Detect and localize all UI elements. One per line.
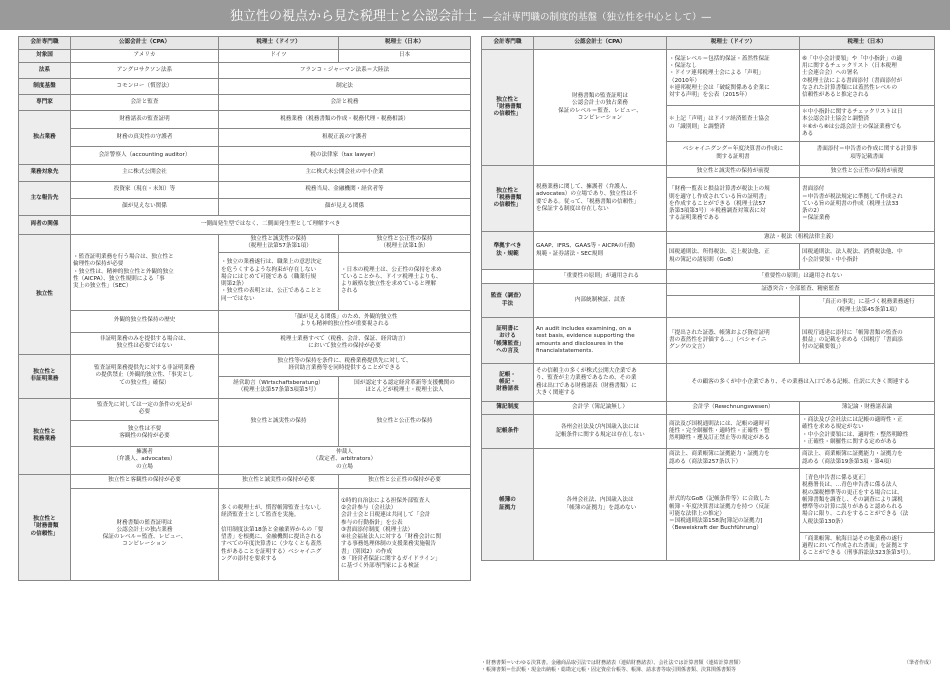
cell: ⑥「中小会計要領」や「中小指針」の適 用に関するチェックリスト（日本税理 士会連合会）への署名 ⑦税理士法による書面添付（書面添付が なされた計算書類には蓋然性レベルの 信頼性があると推定される <box>800 50 935 106</box>
cell: 日本 <box>339 50 471 63</box>
cell: 経営助言（Wirtschaftsberatung） （税理士法第57条第3項第3号） <box>219 376 339 398</box>
header-tax-accountant-japan: 税理士（日本） <box>800 37 935 50</box>
footnote-books: ・帳簿書類＝仕訳帳・現金出納帳・総勘定元帳・固定資産台帳等、帳簿、請求書等取引関係書類、決算関係書類等 <box>481 666 737 673</box>
row-label-report-recipient: 主な報告先 <box>19 182 71 216</box>
cell: 財務の真実性の守護者 <box>71 129 219 147</box>
cell: 仲裁人 （裁定者、arbitrators） の立場 <box>219 446 471 474</box>
cell: 「重要性の原則」が適用される <box>534 270 667 284</box>
cell: 財務書類の監査証明は 公認会計士の独占業務 保証のレベル＝監査、レビュー、 コンピレーション <box>534 50 667 166</box>
footnote-financial-documents: ・財務書類＝いわゆる決算書。金融商品取引法では財務諸表（連結財務諸表）、会社法では計算書類（連結計算書類） <box>481 660 744 666</box>
cell: 形式的なGoB（記帳条件等）に合致した 帳簿・年度決算書は証拠力を持つ（反証 可能な法律上の推定） ＝国税通則法第158条[簿記の証拠力] （Beweiskraft der Buchführung） <box>667 469 800 561</box>
cell: 「重要性の原則」は適用されない <box>667 270 935 284</box>
row-label-financial-doc-reliability: 独立性と 「財務書類 の信頼性」 <box>19 474 71 580</box>
cell: 顔が見える関係 <box>219 199 471 216</box>
cell: 憲法・税法（租税法律主義） <box>667 232 935 244</box>
cell: 会計と税務 <box>219 95 471 111</box>
row-label-country: 対象国 <box>19 50 71 63</box>
cell: ドイツ <box>219 50 339 63</box>
cell: 国税通則法、法人税法、消費税法他、中 小会計要領・中小指針 <box>800 244 935 270</box>
footnotes <box>481 660 934 674</box>
row-label-evidentiary-power: 帳簿の 証拠力 <box>482 449 534 561</box>
left-comparison-table <box>18 36 470 581</box>
cell: フランコ・ジャーマン法系＝大陸法 <box>219 63 471 79</box>
cell <box>667 296 800 318</box>
cell: 主に株式公開会社 <box>71 165 219 182</box>
cell: 会計警察人（accounting auditor） <box>71 147 219 165</box>
cell: アメリカ <box>71 50 219 63</box>
cell: 外観的独立性保持の歴史 <box>71 310 219 332</box>
cell: 財務書類の監査証明は 公認会計士の独占業務 保証のレベル＝監査、レビュー、 コンピレーション <box>71 488 219 580</box>
cell: 監査先に対しては一定の条件の充足が 必要 <box>71 398 219 420</box>
cell: 擁護者 （弁護人、advocates） の立場 <box>71 446 219 474</box>
row-label-specialist: 専門家 <box>19 95 71 111</box>
row-label-tax-services: 独立性と 税務業務 <box>19 398 71 474</box>
cell: 独立性と誠実性の保持が前提 <box>667 166 800 178</box>
title-banner <box>0 0 950 30</box>
row-label-financial-doc-reliability: 独立性と 「財務書類 の信頼性」 <box>482 50 534 166</box>
row-label-bookkeeping-system: 簿記制度 <box>482 402 534 415</box>
cell: 税理士業務すべて（税務、会計、保証、経営助言） において独立性の保持が必要 <box>219 332 471 354</box>
cell: ＊上記「声明」はドイツ経済監査士協会 の「識別則」と調整済 <box>667 106 800 142</box>
cell: ＊中小指針に関するチェックリストは日 本公認会計士協会と調整済 ＊⑥から⑧は公認会計士の保証業務でも ある <box>800 106 935 142</box>
cell: 一側面発生型ではなく、二側面発生型として理解すべき <box>71 216 471 235</box>
cell: コモンロー（慣習法） <box>71 79 219 95</box>
header-profession: 会計専門職 <box>19 37 71 50</box>
cell: 書面添付 ＝申告書が税法規定に準拠して作成され ている旨の証明書の作成（税理士法33 条の2） ＝保証業務 <box>800 178 935 232</box>
cell: 税務業務に関して、擁護者（弁護人、 advocates）の立場であり、独立性は不 要である。従って、「税務書類の信頼性」 を保証する制度は存在しない <box>534 166 667 232</box>
row-label-tax-doc-reliability: 独立性と 「税務書類 の信頼性」 <box>482 166 534 232</box>
cell: 独立性と誠実性の保持 <box>219 398 339 446</box>
cell: 投資家（現在・未知）等 <box>71 182 219 199</box>
cell: 会計と監査 <box>71 95 219 111</box>
cell: 各州会社法及び内国歳入法には 記帳条件に関する規定は存在しない <box>534 415 667 449</box>
cell: 租税正義の守護者 <box>219 129 471 147</box>
cell: 「顔が見える関係」のため、外観的独立性 よりも精神的独立性が重要視される <box>219 310 471 332</box>
cell: 「提出された証憑、帳簿および資産証明 書の蓋然性を評価する…」（ベシャイニ グングの文言） <box>667 318 800 364</box>
header-tax-advisor-germany: 税理士（ドイツ） <box>667 37 800 50</box>
row-label-legal-system: 法系 <box>19 63 71 79</box>
row-label-applicable-norms: 準拠すべき 法・規範 <box>482 232 534 270</box>
cell: 独立性と公正性の保持が必要 <box>339 474 471 488</box>
author-credit: （筆者作成） <box>903 660 934 666</box>
page-subtitle: ―会計専門職の制度的基盤（独立性を中心として）― <box>483 12 712 23</box>
cell: 独立性と公正性の保持 <box>339 398 471 446</box>
cell: 国が認定する認定経営革新等支援機関の ほとんどが税理士・税理士法人 <box>339 376 471 398</box>
cell <box>482 270 534 284</box>
cell: 商法及び国税通則法には、記帳の適時可 能性・完全網羅性・適時性・正確性・整 然明瞭性・遡及訂正禁止等の規定がある <box>667 415 800 449</box>
cell: 非証明業務のみを提供する場合は、 独立性は必要ではない <box>71 332 219 354</box>
cell: 証憑突合・全部監査、精密監査 <box>667 284 935 296</box>
cell: 「真正の事実」に基づく税務業務遂行 （税理士法第45条第1項） <box>800 296 935 318</box>
cell: 税務当局、金融機関・経営者等 <box>219 182 471 199</box>
cell: 独立性は不要 客観性の保持が必要 <box>71 420 219 446</box>
cell: 独立性と公正性の保持 （税理士法第1条） <box>339 235 471 253</box>
row-label-exclusive-business: 独占業務 <box>19 111 71 165</box>
row-label-audit-method: 監査（調査） 手法 <box>482 284 534 318</box>
cell: 商法上、商業帳簿に証拠能力・証拠力を 認める（商法第19条第3項・第4項） <box>800 449 935 469</box>
cell: ①時的自治法による担保外部監査人 ②会計参与（会社法） 会計士会と日税連は共同して「会計 参与の行動指針」を公表 ③書面添付制度（税理士法） ④社会福祉法人に対する「財務会計に関 する事務処理体制の支援業務実施報告 書」（別図2）の作成 ⑤「経営者保証に関するガイドライン」 に基づく外部専門家による検証 <box>339 488 471 580</box>
cell: 主に株式未公開会社の中小企業 <box>219 165 471 182</box>
cell: ・保証レベル＝包括的保証・蓋然性保証 ・保証なし ・ドイツ連邦税理士会による「声明」 （2010年） ＊連邦税理士会は「破綻関係ある企業に 対する声明」を公表（2015年） <box>667 50 800 106</box>
cell: 制定法 <box>219 79 471 95</box>
cell: 各州会社法、内国歳入法は 「帳簿の証拠力」を認めない <box>534 449 667 561</box>
row-label-independence: 独立性 <box>19 235 71 355</box>
cell: 独立性と誠実性の保持 （税理士法第57条第1項） <box>219 235 339 253</box>
cell: 監査証明業務提供先に対する非証明業務 の提供禁止（外観的独立性、「事実とし ての独立性」確保） <box>71 354 219 398</box>
cell: ・独立の業務遂行は、職業上の意思決定 を危うくするような拘束が存在しない 場合にはじめて可能である（職業行規 則第2条） ・独立性の表明とは、公正であることと 同一ではない <box>219 252 339 310</box>
cell: ベシャイニグング＝年度決算書の作成に 関する証明書 <box>667 142 800 166</box>
cell: 「財務一覧表と損益計算書が税法上の規 則を適守し作成されている旨の証明書」 を作成することができる（税理士法57 条第3項第3号）＊税務調査対策表に対 する証明業務である <box>667 178 800 232</box>
cell: ・日本の税理士は、公正性の保持を求め ていることから、ドイツ税理士よりも、 より厳格な独立性を求めていると理解 される <box>339 252 471 310</box>
header-profession: 会計専門職 <box>482 37 534 50</box>
row-label-client: 業務対象先 <box>19 165 71 182</box>
row-label-non-audit-services: 独立性と 非証明業務 <box>19 354 71 398</box>
header-cpa: 公認会計士（CPA） <box>534 37 667 50</box>
cell: 顔が見えない関係 <box>71 199 219 216</box>
cell: ［青色申告書に係る更正］ 税務署長は、…青色申告書に係る法人 税の課税標準等の更正をする場合には、 帳簿書類を調査し、その調査により課税 標準等の計算に誤りがあると認められる 場合に限り、これをすることができる（法 人税法第130条） <box>800 469 935 533</box>
cell: 国税通則法、所得税法、売上税法他、正 規の簿記の諸原則（GoB） <box>667 244 800 270</box>
cell: 財務諸表の監査証明 <box>71 111 219 129</box>
right-comparison-table <box>481 36 934 561</box>
cell: 独立性等の保持を条件に、税務業務提供先に対して、 経営助言業務等を同時提供することができる <box>219 354 471 376</box>
cell: 内部統制検証、試査 <box>534 284 667 318</box>
cell: 商法上、商業帳簿に証拠能力・証拠力を 認める（商法第257条以下） <box>667 449 800 469</box>
cell: 独立性と誠実性の保持が必要 <box>219 474 339 488</box>
cell: ・商法及び会社法には記帳の適時性・正 確性を求める規定がない ・中小会計要領には、適時性・整然明瞭性 ・正確性・網羅性に関する定めがある <box>800 415 935 449</box>
cell: ・監査証明業務を行う場合は、独立性と 倫理性の保持が必要 ・独立性は、精神的独立性と外観的独立 性（AICPA）、独立性規則による「事 実上の独立性」（SEC） <box>71 235 219 311</box>
cell: その信頼主の多くが株式公開大企業であ り、監査が主力業務であるため、その業 務は出口である財務諸表（財務書類）に 大きく関連する <box>534 364 667 402</box>
row-label-book-audit-reference: 証明書に おける 「帳簿監査」 への言及 <box>482 318 534 364</box>
row-label-recording-conditions: 記帳条件 <box>482 415 534 449</box>
cell: 「商業帳簿、航海日誌その他業務の遂行 過程において作成された書面」を証拠とす ることができる（刑事訴訟法323条第3号）。 <box>800 533 935 561</box>
cell: 書面添付＝申告書の作成に関する計算事 項等記載書面 <box>800 142 935 166</box>
header-tax-advisor-germany: 税理士（ドイツ） <box>219 37 339 50</box>
row-label-institutional-basis: 制度基盤 <box>19 79 71 95</box>
cell: GAAP、IFRS、GAAS等・AICPAの行動 規範・証券諸法・SEC規則 <box>534 232 667 270</box>
cell: 会計学（Rewchnungswesen） <box>667 402 800 415</box>
cell: 税の法律家（tax lawyer） <box>219 147 471 165</box>
cell: 国税庁通達に添付に「帳簿書類の監査の 損益」の記載を求める（国税庁「書面添 付の記載要領」） <box>800 318 935 364</box>
page-title: 独立性の視点から見た税理士と公認会計士 <box>230 9 478 24</box>
row-label-bookkeeping: 記帳・ 帳記・ 財務諸表 <box>482 364 534 402</box>
cell: An audit includes examining, on a test basis, evidence supporting the amounts and disclosures in the financialstatements. <box>534 318 667 364</box>
cell: 簿記論・財務諸表論 <box>800 402 935 415</box>
cell: 税務業務（税務書類の作成・税務代理・税務相談） <box>219 111 471 129</box>
cell: アングロサクソン法系 <box>71 63 219 79</box>
cell: 多くの税理士が、慣習帳簿監査士ないし 経済監査士として監査を実施。 信用制度法第18条と金融業界からの「要 望書」を根拠に、金融機関に提出される すべての年度決算書に（少なくとも蓋然 性があることを証明する）ベシャイニグ ングの添付を要求する <box>219 488 339 580</box>
header-cpa: 公認会計士（CPA） <box>71 37 219 50</box>
cell: 独立性と客観性の保持が必要 <box>71 474 219 488</box>
cell: 会計学（簿記論無し） <box>534 402 667 415</box>
cell: その顧客の多くが中小企業であり、その業務は入口である記帳、仕訳に大きく関連する <box>667 364 935 402</box>
header-tax-accountant-japan: 税理士（日本） <box>339 37 471 50</box>
cell: 独立性と公正性の保持が前提 <box>800 166 935 178</box>
row-label-relationship: 両者の関係 <box>19 216 71 235</box>
